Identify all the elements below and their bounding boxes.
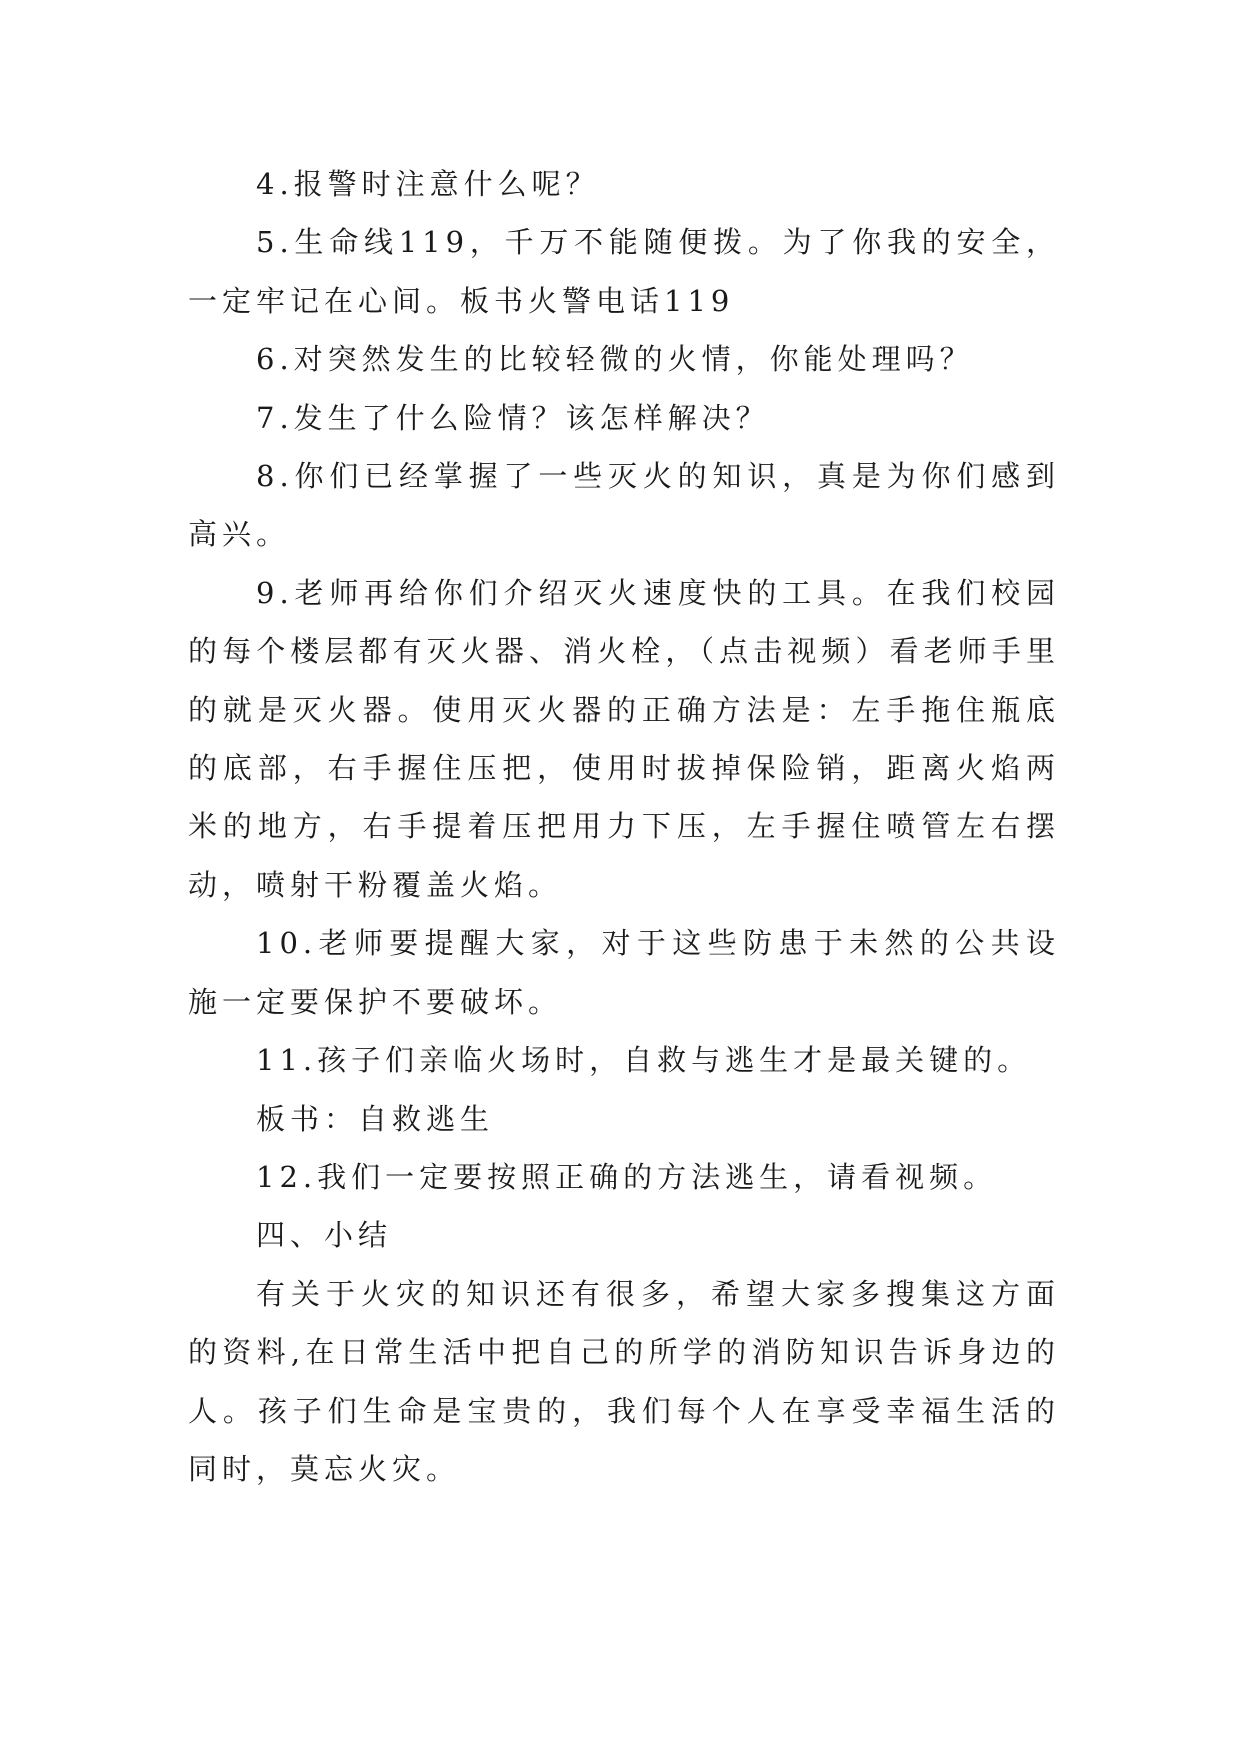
paragraph-step-10: 10.老师要提醒大家，对于这些防患于未然的公共设施一定要保护不要破坏。 — [188, 926, 1060, 1019]
section-heading-summary: 四、小结 — [256, 1218, 393, 1253]
paragraph-board-note: 板书：自救逃生 — [256, 1101, 495, 1136]
paragraph-step-7: 7.发生了什么险情？该怎样解决？ — [256, 400, 770, 435]
paragraph-step-6: 6.对突然发生的比较轻微的火情，你能处理吗？ — [256, 342, 974, 377]
paragraph-step-5: 5.生命线119，千万不能随便拨。为了你我的安全，一定牢记在心间。板书火警电话119 — [188, 225, 1060, 318]
document-body — [188, 155, 1060, 1498]
paragraph-step-4: 4.报警时注意什么呢？ — [256, 167, 600, 201]
paragraph-summary: 有关于火灾的知识还有很多，希望大家多搜集这方面的资料,在日常生活中把自己的所学的消防知识告诉身边的人。孩子们生命是宝贵的，我们每个人在享受幸福生活的同时，莫忘火灾。 — [188, 1276, 1060, 1486]
paragraph-step-9: 9.老师再给你们介绍灭火速度快的工具。在我们校园的每个楼层都有灭火器、消火栓，（点击视频）看老师手里的就是灭火器。使用灭火器的正确方法是：左手拖住瓶底的底部，右手握住压把，使用时拔掉保险销，距离火焰两米的地方，右手提着压把用力下压，左手握住喷管左右摆动，喷射干粉覆盖火焰。 — [188, 575, 1060, 902]
paragraph-step-8: 8.你们已经掌握了一些灭火的知识，真是为你们感到高兴。 — [188, 459, 1060, 552]
paragraph-step-12: 12.我们一定要按照正确的方法逃生，请看视频。 — [256, 1159, 998, 1194]
paragraph-step-11: 11.孩子们亲临火场时，自救与逃生才是最关键的。 — [256, 1043, 1032, 1078]
